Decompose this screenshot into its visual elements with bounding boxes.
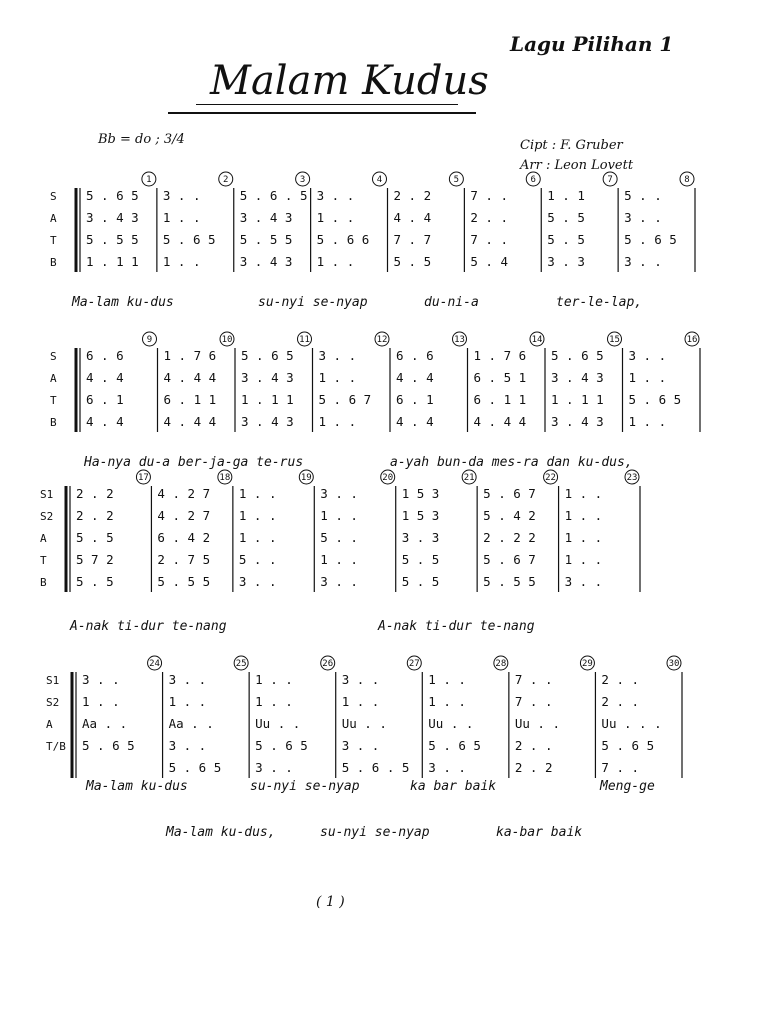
note-cell: Uu . .	[428, 716, 474, 731]
measure-number: 28	[495, 659, 507, 669]
note-cell: 5 . 6 6	[316, 232, 370, 247]
lyric-line: Ma-lam ku-dus	[72, 295, 174, 310]
note-cell: 5 7 2	[76, 552, 114, 567]
part-label: S	[50, 190, 57, 203]
note-cell: 4 . 4	[86, 370, 124, 385]
note-cell: 1 . .	[255, 694, 293, 709]
note-cell: 1 . .	[564, 486, 603, 501]
note-cell: Uu . . .	[601, 716, 662, 731]
note-cell: 1 . .	[628, 414, 667, 429]
section-label: Lagu Pilihan 1	[510, 32, 674, 56]
note-cell: 5 . 5 5	[157, 574, 211, 589]
note-cell: 3 . .	[168, 738, 207, 753]
note-cell: 1 . .	[564, 508, 603, 523]
measure-number: 9	[146, 335, 153, 345]
note-cell: 6 . 6	[86, 348, 124, 363]
measure-number: 27	[408, 659, 420, 669]
part-label: A	[50, 212, 57, 225]
note-cell: 1 . 1 1	[86, 254, 139, 269]
note-cell: 2 . 2	[76, 508, 114, 523]
note-cell: 3 . .	[318, 348, 357, 363]
note-cell: 4 . 4	[393, 210, 432, 225]
note-cell: 1 . 7 6	[473, 348, 527, 363]
note-cell: 1 . .	[564, 530, 603, 545]
note-cell: 3 . 4 3	[239, 210, 293, 225]
note-cell: 7 . 7	[393, 232, 432, 247]
measure-number: 14	[531, 335, 543, 345]
note-cell: 1 . .	[341, 694, 380, 709]
note-cell: 5 . .	[238, 552, 277, 567]
note-cell: 5 . 6 7	[483, 552, 536, 567]
note-cell: 3 . .	[428, 760, 466, 775]
note-cell: 6 . 1 1	[473, 392, 527, 407]
note-cell: 3 . .	[82, 672, 120, 687]
note-cell: Uu . .	[255, 716, 301, 731]
lyric-line: a-yah bun-da mes-ra dan ku-dus,	[390, 455, 633, 470]
measure-number: 23	[626, 473, 638, 483]
lyric-line-bass: ka-bar baik	[496, 825, 583, 840]
note-cell: 3 . .	[168, 672, 207, 687]
lyric-line: ka bar baik	[410, 779, 497, 794]
note-cell: 5 . 6 . 5	[239, 188, 308, 203]
note-cell: 1 . .	[318, 370, 357, 385]
measure-number: 2	[223, 175, 229, 185]
part-label: A	[50, 372, 57, 385]
lyric-line: du-ni-a	[424, 295, 479, 310]
note-cell: 3 . 3	[401, 530, 440, 545]
note-cell: 3 . .	[628, 348, 667, 363]
part-label: T	[50, 234, 57, 247]
note-cell: 1 . .	[428, 672, 466, 687]
note-cell: 5 . 6 . 5	[341, 760, 410, 775]
measure-number: 19	[300, 473, 312, 483]
note-cell: 1 . 1	[547, 188, 585, 203]
lyric-line: su-nyi se-nyap	[258, 295, 368, 310]
note-cell: 4 . 4 4	[163, 414, 217, 429]
note-cell: 5 . 6 5	[428, 738, 481, 753]
note-cell: 3 . .	[341, 738, 380, 753]
part-label: T	[50, 394, 57, 407]
measure-number: 11	[299, 335, 310, 345]
lyric-line: ter-le-lap,	[556, 295, 643, 310]
lyric-line: A-nak ti-dur te-nang	[70, 619, 227, 634]
measure-number: 8	[684, 175, 690, 185]
note-cell: 5 . 5	[76, 574, 114, 589]
note-cell: 5 . 6 7	[318, 392, 372, 407]
note-cell: 3 . 4 3	[239, 254, 293, 269]
note-cell: 4 . 4 4	[163, 370, 217, 385]
note-cell: 3 . .	[320, 574, 358, 589]
note-cell: 3 . 4 3	[241, 414, 294, 429]
note-cell: Aa . .	[82, 716, 128, 731]
note-cell: 1 5 3	[401, 508, 440, 523]
part-label: B	[50, 256, 57, 269]
note-cell: 7 . .	[470, 188, 509, 203]
lyric-line-bass: su-nyi se-nyap	[320, 825, 430, 840]
note-cell: 3 . 3	[547, 254, 585, 269]
measure-number: 5	[453, 175, 460, 185]
note-cell: 5 . .	[624, 188, 662, 203]
note-cell: 1 . .	[428, 694, 466, 709]
note-cell: 1 . .	[82, 694, 120, 709]
measure-number: 15	[609, 335, 620, 345]
note-cell: 2 . 2	[393, 188, 432, 203]
note-cell: 1 . .	[316, 210, 355, 225]
part-label: A	[46, 718, 53, 731]
note-cell: 2 . 2	[514, 760, 553, 775]
note-cell: 7 . .	[514, 694, 553, 709]
measure-number: 3	[299, 175, 306, 185]
measure-number: 17	[138, 473, 149, 483]
note-cell: 4 . 4	[86, 414, 124, 429]
key-signature: Bb = do ; 3/4	[98, 132, 185, 147]
note-cell: 3 . .	[316, 188, 355, 203]
measure-number: 29	[582, 659, 593, 669]
measure-number: 24	[149, 659, 160, 669]
note-cell: 5 . 6 5	[86, 188, 139, 203]
note-cell: 2 . .	[601, 694, 640, 709]
note-cell: 5 . 6 5	[551, 348, 604, 363]
lyric-line: su-nyi se-nyap	[250, 779, 360, 794]
note-cell: 1 . 7 6	[163, 348, 217, 363]
part-label: T/B	[46, 740, 66, 753]
note-cell: 1 . .	[318, 414, 357, 429]
part-label: S1	[40, 488, 54, 501]
lyric-line-bass: Ma-lam ku-dus,	[166, 825, 276, 840]
lyric-line: A-nak ti-dur te-nang	[378, 619, 535, 634]
lyric-line: Ha-nya du-a ber-ja-ga te-rus	[84, 455, 304, 470]
measure-number: 30	[668, 659, 680, 669]
note-cell: 2 . 2	[76, 486, 114, 501]
note-cell: 6 . 1	[86, 392, 124, 407]
lyric-line: Meng-ge	[600, 779, 655, 794]
note-cell: 1 . .	[320, 552, 358, 567]
note-cell: 3 . 4 3	[86, 210, 139, 225]
part-label: S2	[40, 510, 54, 523]
note-cell: 2 . .	[470, 210, 509, 225]
note-cell: 6 . 6	[396, 348, 434, 363]
part-label: S	[50, 350, 57, 363]
note-cell: 3 . 4 3	[241, 370, 294, 385]
note-cell: Uu . .	[514, 716, 561, 731]
note-cell: 3 . .	[162, 188, 201, 203]
note-cell: 1 . .	[162, 254, 201, 269]
note-cell: 2 . .	[601, 672, 640, 687]
note-cell: 3 . .	[320, 486, 358, 501]
note-cell: 5 . 5	[401, 574, 440, 589]
note-cell: 5 . 5 5	[86, 232, 139, 247]
note-cell: 3 . .	[624, 210, 662, 225]
note-cell: 5 . 4	[470, 254, 509, 269]
note-cell: 3 . .	[624, 254, 662, 269]
note-cell: 3 . .	[341, 672, 380, 687]
note-cell: 1 . .	[564, 552, 603, 567]
note-cell: 5 . 5 5	[239, 232, 293, 247]
page-title: Malam Kudus	[210, 58, 489, 104]
measure-number: 10	[221, 335, 233, 345]
note-cell: 2 . .	[514, 738, 553, 753]
page-number: ( 1 )	[316, 894, 345, 910]
note-cell: 2 . 2 2	[483, 530, 536, 545]
note-cell: 6 . 5 1	[473, 370, 527, 385]
note-cell: 5 . 5	[393, 254, 432, 269]
note-cell: 4 . 2 7	[157, 486, 211, 501]
note-cell: 3 . 4 3	[551, 370, 604, 385]
composer-credit: Cipt : F. Gruber	[520, 138, 623, 153]
note-cell: 5 . 6 7	[483, 486, 536, 501]
measure-number: 6	[530, 175, 536, 185]
note-cell: 3 . .	[238, 574, 277, 589]
part-label: B	[50, 416, 57, 429]
lyric-line: Ma-lam ku-dus	[86, 779, 188, 794]
note-cell: 5 . 6 5	[168, 760, 222, 775]
note-cell: 5 . 5 5	[483, 574, 536, 589]
note-cell: 2 . 7 5	[157, 552, 211, 567]
note-cell: 1 . .	[168, 694, 207, 709]
note-cell: 5 . 5	[401, 552, 440, 567]
measure-number: 18	[219, 473, 231, 483]
part-label: S1	[46, 674, 60, 687]
measure-number: 7	[607, 175, 613, 185]
note-cell: 5 . 6 5	[162, 232, 216, 247]
note-cell: Uu . .	[341, 716, 387, 731]
note-cell: 1 . .	[320, 508, 358, 523]
note-cell: 1 . .	[162, 210, 201, 225]
note-cell: 5 . 6 5	[82, 738, 135, 753]
note-cell: 5 . 6 5	[601, 738, 655, 753]
note-cell: Aa . .	[168, 716, 214, 731]
note-cell: 1 . .	[238, 486, 277, 501]
arranger-credit: Arr : Leon Lovett	[520, 158, 634, 173]
note-cell: 1 . 1 1	[551, 392, 604, 407]
note-cell: 1 . .	[255, 672, 293, 687]
note-cell: 1 . .	[238, 508, 277, 523]
note-cell: 5 . 5	[547, 232, 585, 247]
note-cell: 4 . 4 4	[473, 414, 527, 429]
note-cell: 1 . .	[238, 530, 277, 545]
measure-number: 20	[382, 473, 394, 483]
note-cell: 3 . 4 3	[551, 414, 604, 429]
note-cell: 1 . 1 1	[241, 392, 294, 407]
note-cell: 5 . 6 5	[255, 738, 308, 753]
note-cell: 7 . .	[470, 232, 509, 247]
measure-number: 25	[235, 659, 247, 669]
note-cell: 6 . 1	[396, 392, 434, 407]
note-cell: 4 . 4	[396, 414, 434, 429]
measure-number: 4	[376, 175, 383, 185]
note-cell: 5 . .	[320, 530, 358, 545]
measure-number: 16	[686, 335, 698, 345]
note-cell: 5 . 6 5	[241, 348, 294, 363]
note-cell: 5 . 6 5	[628, 392, 682, 407]
measure-number: 26	[322, 659, 334, 669]
measure-number: 21	[463, 473, 475, 483]
note-cell: 4 . 2 7	[157, 508, 211, 523]
note-cell: 3 . .	[255, 760, 293, 775]
part-label: A	[40, 532, 47, 545]
measure-number: 22	[545, 473, 556, 483]
measure-number: 13	[454, 335, 465, 345]
note-cell: 5 . 6 5	[624, 232, 677, 247]
note-cell: 3 . .	[564, 574, 603, 589]
part-label: B	[40, 576, 47, 589]
note-cell: 1 . .	[316, 254, 355, 269]
part-label: T	[40, 554, 47, 567]
measure-number: 12	[376, 335, 388, 345]
note-cell: 7 . .	[514, 672, 553, 687]
note-cell: 5 . 5	[547, 210, 585, 225]
note-cell: 5 . 4 2	[483, 508, 536, 523]
note-cell: 5 . 5	[76, 530, 114, 545]
note-cell: 6 . 1 1	[163, 392, 217, 407]
note-cell: 1 . .	[628, 370, 667, 385]
note-cell: 4 . 4	[396, 370, 434, 385]
note-cell: 1 5 3	[401, 486, 440, 501]
measure-number: 1	[146, 175, 152, 185]
note-cell: 6 . 4 2	[157, 530, 211, 545]
part-label: S2	[46, 696, 60, 709]
note-cell: 7 . .	[601, 760, 640, 775]
